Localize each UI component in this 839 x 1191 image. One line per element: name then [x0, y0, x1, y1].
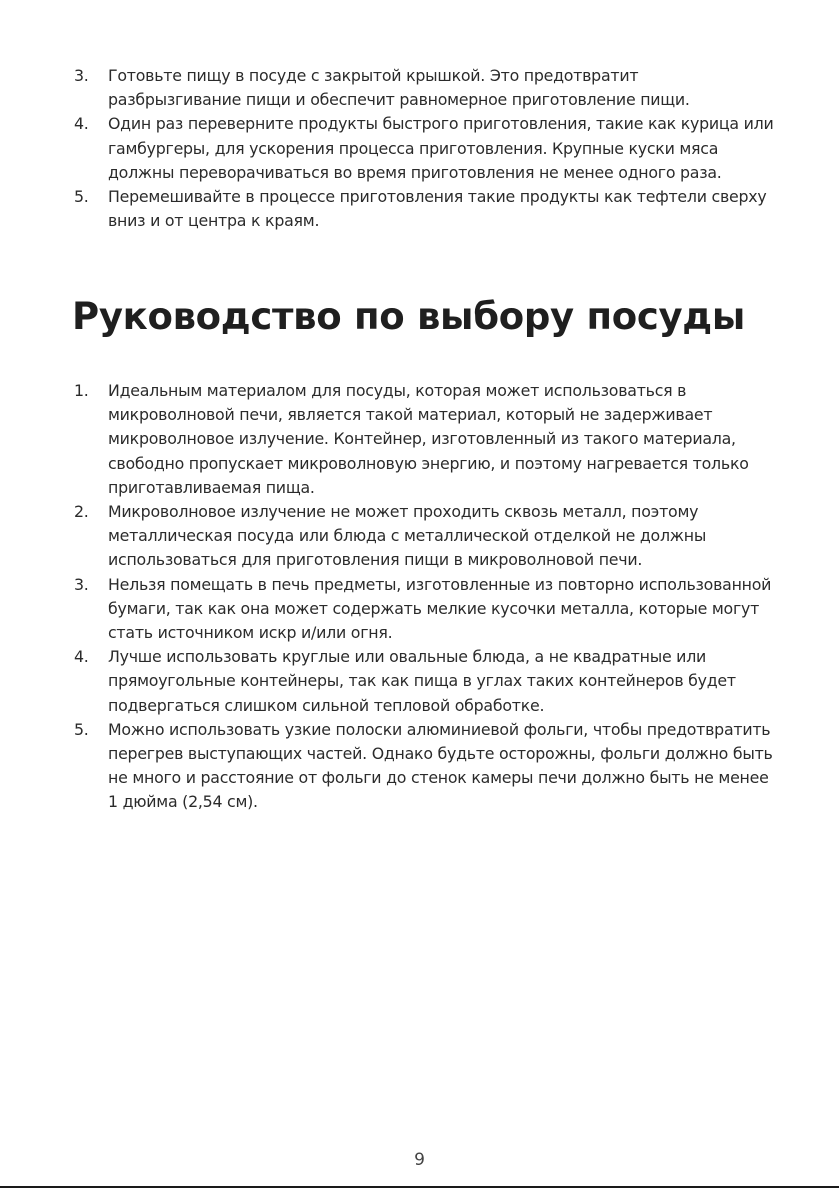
bottom-divider — [0, 1186, 839, 1188]
cookware-guide-list — [74, 379, 774, 815]
list-item — [74, 500, 774, 573]
item-text: Нельзя помещать в печь предметы, изготовленные из повторно использованной бумаги, так как она может содержать мелкие кусочки металла, которые могут стать источником искр и/или огня. — [108, 574, 772, 643]
item-text: Один раз переверните продукты быстрого приготовления, такие как курица или гамбургеры, для ускорения процесса приготовления. Крупные куски мяса должны переворачиваться во время приготовления не менее одного раза. — [108, 114, 774, 182]
item-number: 4. — [74, 114, 89, 134]
item-text: Можно использовать узкие полоски алюминиевой фольги, чтобы предотвратить перегрев выступающих частей. Однако будьте осторожны, фольги должно быть не много и расстояние от фольги до стенок камеры печи должно быть не менее 1 дюйма (2,54 см). — [108, 719, 773, 812]
list-item — [74, 185, 774, 233]
item-text: Лучше использовать круглые или овальные блюда, а не квадратные или прямоугольные контейнеры, так как пища в углах таких контейнеров будет подвергаться слишком сильной тепловой обработке. — [108, 647, 736, 715]
item-number: 3. — [74, 66, 89, 85]
list-item — [74, 64, 774, 112]
list-item — [74, 379, 774, 500]
item-number: 5. — [74, 187, 89, 207]
item-number: 1. — [74, 381, 89, 400]
item-text: Идеальным материалом для посуды, которая может использоваться в микроволновой печи, является такой материал, который не задерживает микроволновое излучение. Контейнер, изготовленный из такого материала, свободно пропускает микроволновую энергию, и поэтому нагревается только приготавливаемая пища. — [108, 381, 749, 497]
cooking-tips-list — [74, 64, 774, 233]
list-item — [74, 645, 774, 718]
section-title: Руководство по выбору посуды — [72, 295, 746, 338]
list-item — [74, 718, 774, 815]
list-item — [74, 112, 774, 185]
item-text: Микроволновое излучение не может проходить сквозь металл, поэтому металлическая посуда или блюда с металлической отделкой не должны использоваться для приготовления пищи в микроволновой печи. — [108, 502, 707, 570]
item-text: Готовьте пищу в посуде с закрытой крышкой. Это предотвратит разбрызгивание пищи и обеспечит равномерное приготовление пищи. — [108, 66, 690, 110]
page-number: 9 — [414, 1150, 425, 1170]
item-text: Перемешивайте в процессе приготовления такие продукты как тефтели сверху вниз и от центра к краям. — [108, 187, 767, 231]
list-item — [74, 573, 774, 646]
item-number: 3. — [74, 574, 89, 594]
item-number: 5. — [74, 719, 89, 739]
item-number: 2. — [74, 502, 89, 522]
item-number: 4. — [74, 647, 89, 667]
